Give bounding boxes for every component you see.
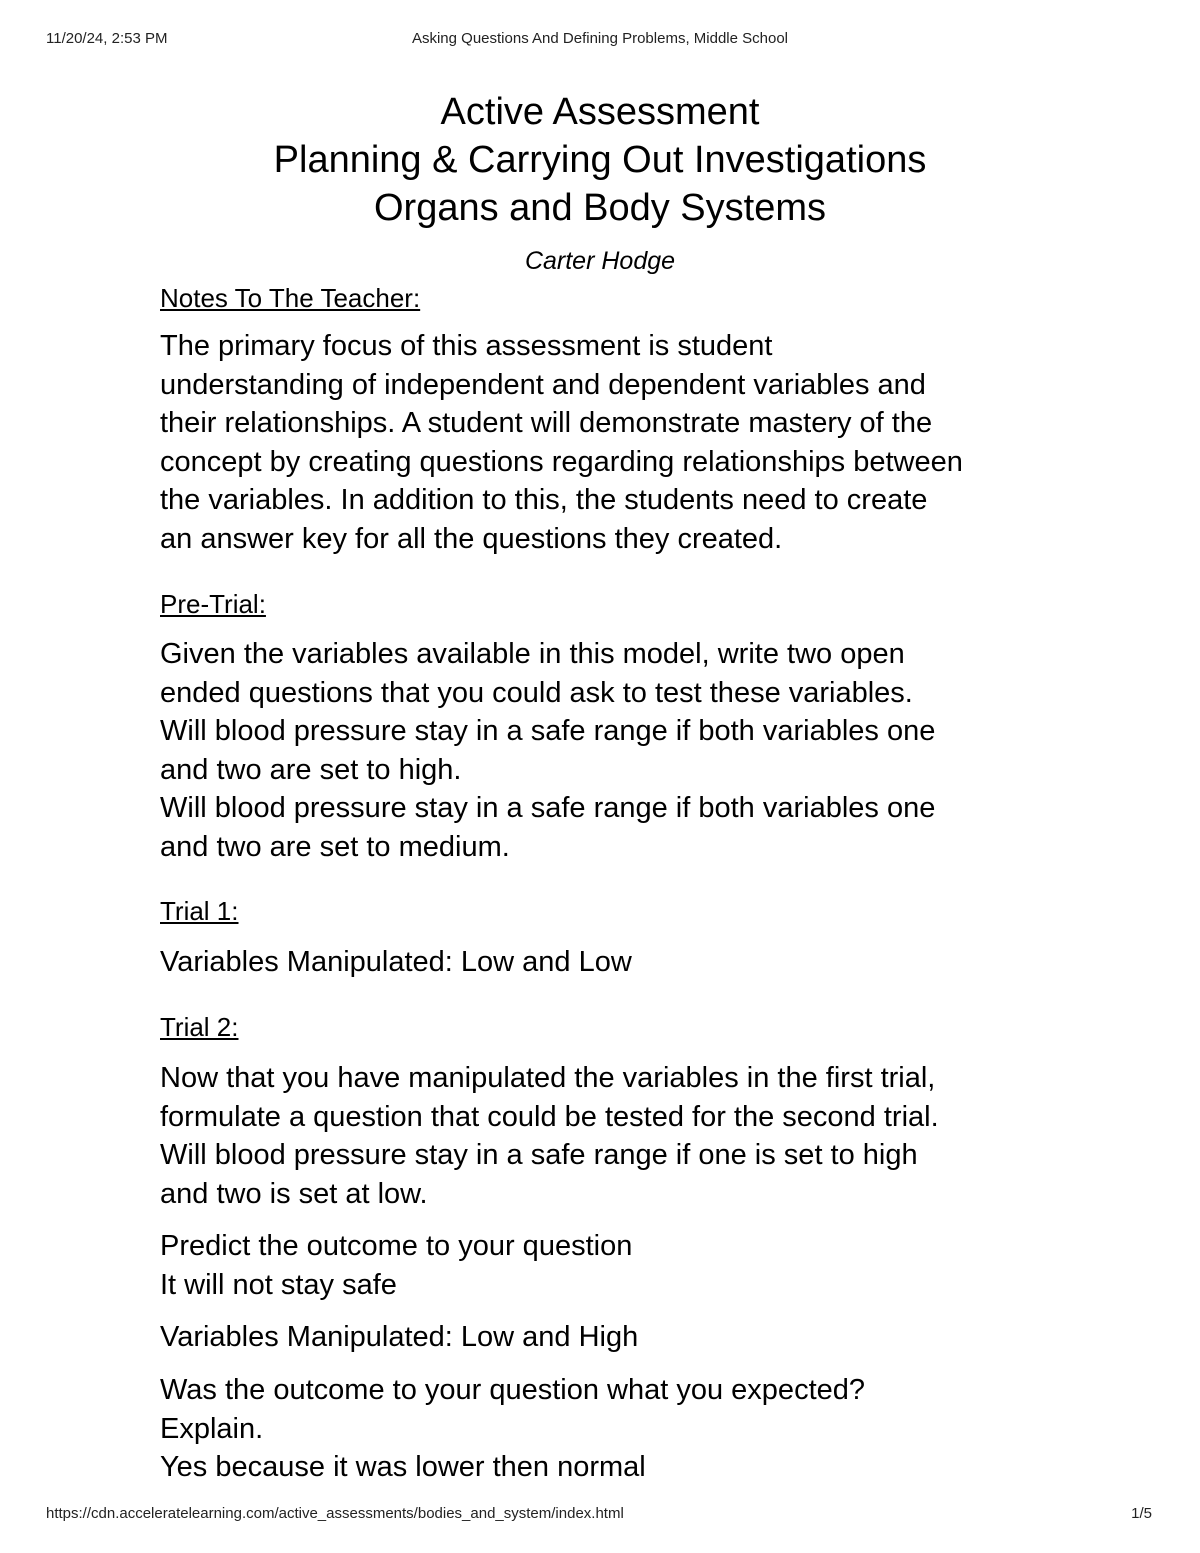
section-label-trial-1: Trial 1: — [160, 896, 239, 926]
trial-2-answer-line: Will blood pressure stay in a safe range if one is set to high — [160, 1139, 918, 1171]
print-header — [0, 30, 1200, 50]
print-footer — [0, 1505, 1200, 1525]
notes-line: the variables. In addition to this, the students need to create — [160, 484, 928, 516]
pretrial-line: Given the variables available in this model, write two open — [160, 638, 905, 670]
section-label-trial-2: Trial 2: — [160, 1012, 239, 1042]
notes-line: The primary focus of this assessment is student — [160, 330, 773, 362]
trial-2-outcome-prompt: Explain. — [160, 1412, 264, 1445]
section-label-notes: Notes To The Teacher: — [160, 283, 421, 313]
print-url: https://cdn.acceleratelearning.com/active_assessments/bodies_and_system/index.html — [46, 1505, 624, 1522]
pretrial-answer-line: Will blood pressure stay in a safe range if both variables one — [160, 715, 936, 747]
trial-2-variables: Variables Manipulated: Low and High — [160, 1321, 639, 1353]
pretrial-answer-line: and two are set to medium. — [160, 830, 510, 863]
print-page-number: 1/5 — [1131, 1505, 1152, 1522]
trial-2-predict-prompt: Predict the outcome to your question — [160, 1230, 633, 1262]
section-label-pretrial: Pre-Trial: — [160, 589, 266, 619]
document-title-line-1: Active Assessment — [440, 91, 760, 133]
document-title-line-2: Planning & Carrying Out Investigations — [273, 139, 927, 181]
notes-line: their relationships. A student will demonstrate mastery of the — [160, 407, 933, 439]
trial-2-outcome-prompt: Was the outcome to your question what you expected? — [160, 1374, 866, 1406]
trial-2-question-line: formulate a question that could be tested for the second trial. — [160, 1100, 939, 1133]
trial-1-variables: Variables Manipulated: Low and Low — [160, 946, 632, 978]
trial-2-outcome-answer: Yes because it was lower then normal — [160, 1451, 646, 1483]
print-datetime: 11/20/24, 2:53 PM — [46, 30, 168, 47]
notes-line: an answer key for all the questions they created. — [160, 522, 783, 555]
pretrial-line: ended questions that you could ask to test these variables. — [160, 676, 913, 709]
trial-2-question-line: Now that you have manipulated the variables in the first trial, — [160, 1062, 936, 1094]
author-name: Carter Hodge — [524, 247, 676, 275]
trial-2-answer-line: and two is set at low. — [160, 1177, 428, 1210]
document-title-line-3: Organs and Body Systems — [374, 187, 826, 229]
pretrial-answer-line: Will blood pressure stay in a safe range if both variables one — [160, 792, 936, 824]
pretrial-answer-line: and two are set to high. — [160, 753, 462, 786]
notes-line: concept by creating questions regarding relationships between — [160, 445, 963, 478]
trial-2-predict-answer: It will not stay safe — [160, 1268, 397, 1301]
print-page-title: Asking Questions And Defining Problems, Middle School — [411, 30, 789, 47]
notes-line: understanding of independent and dependent variables and — [160, 368, 926, 401]
